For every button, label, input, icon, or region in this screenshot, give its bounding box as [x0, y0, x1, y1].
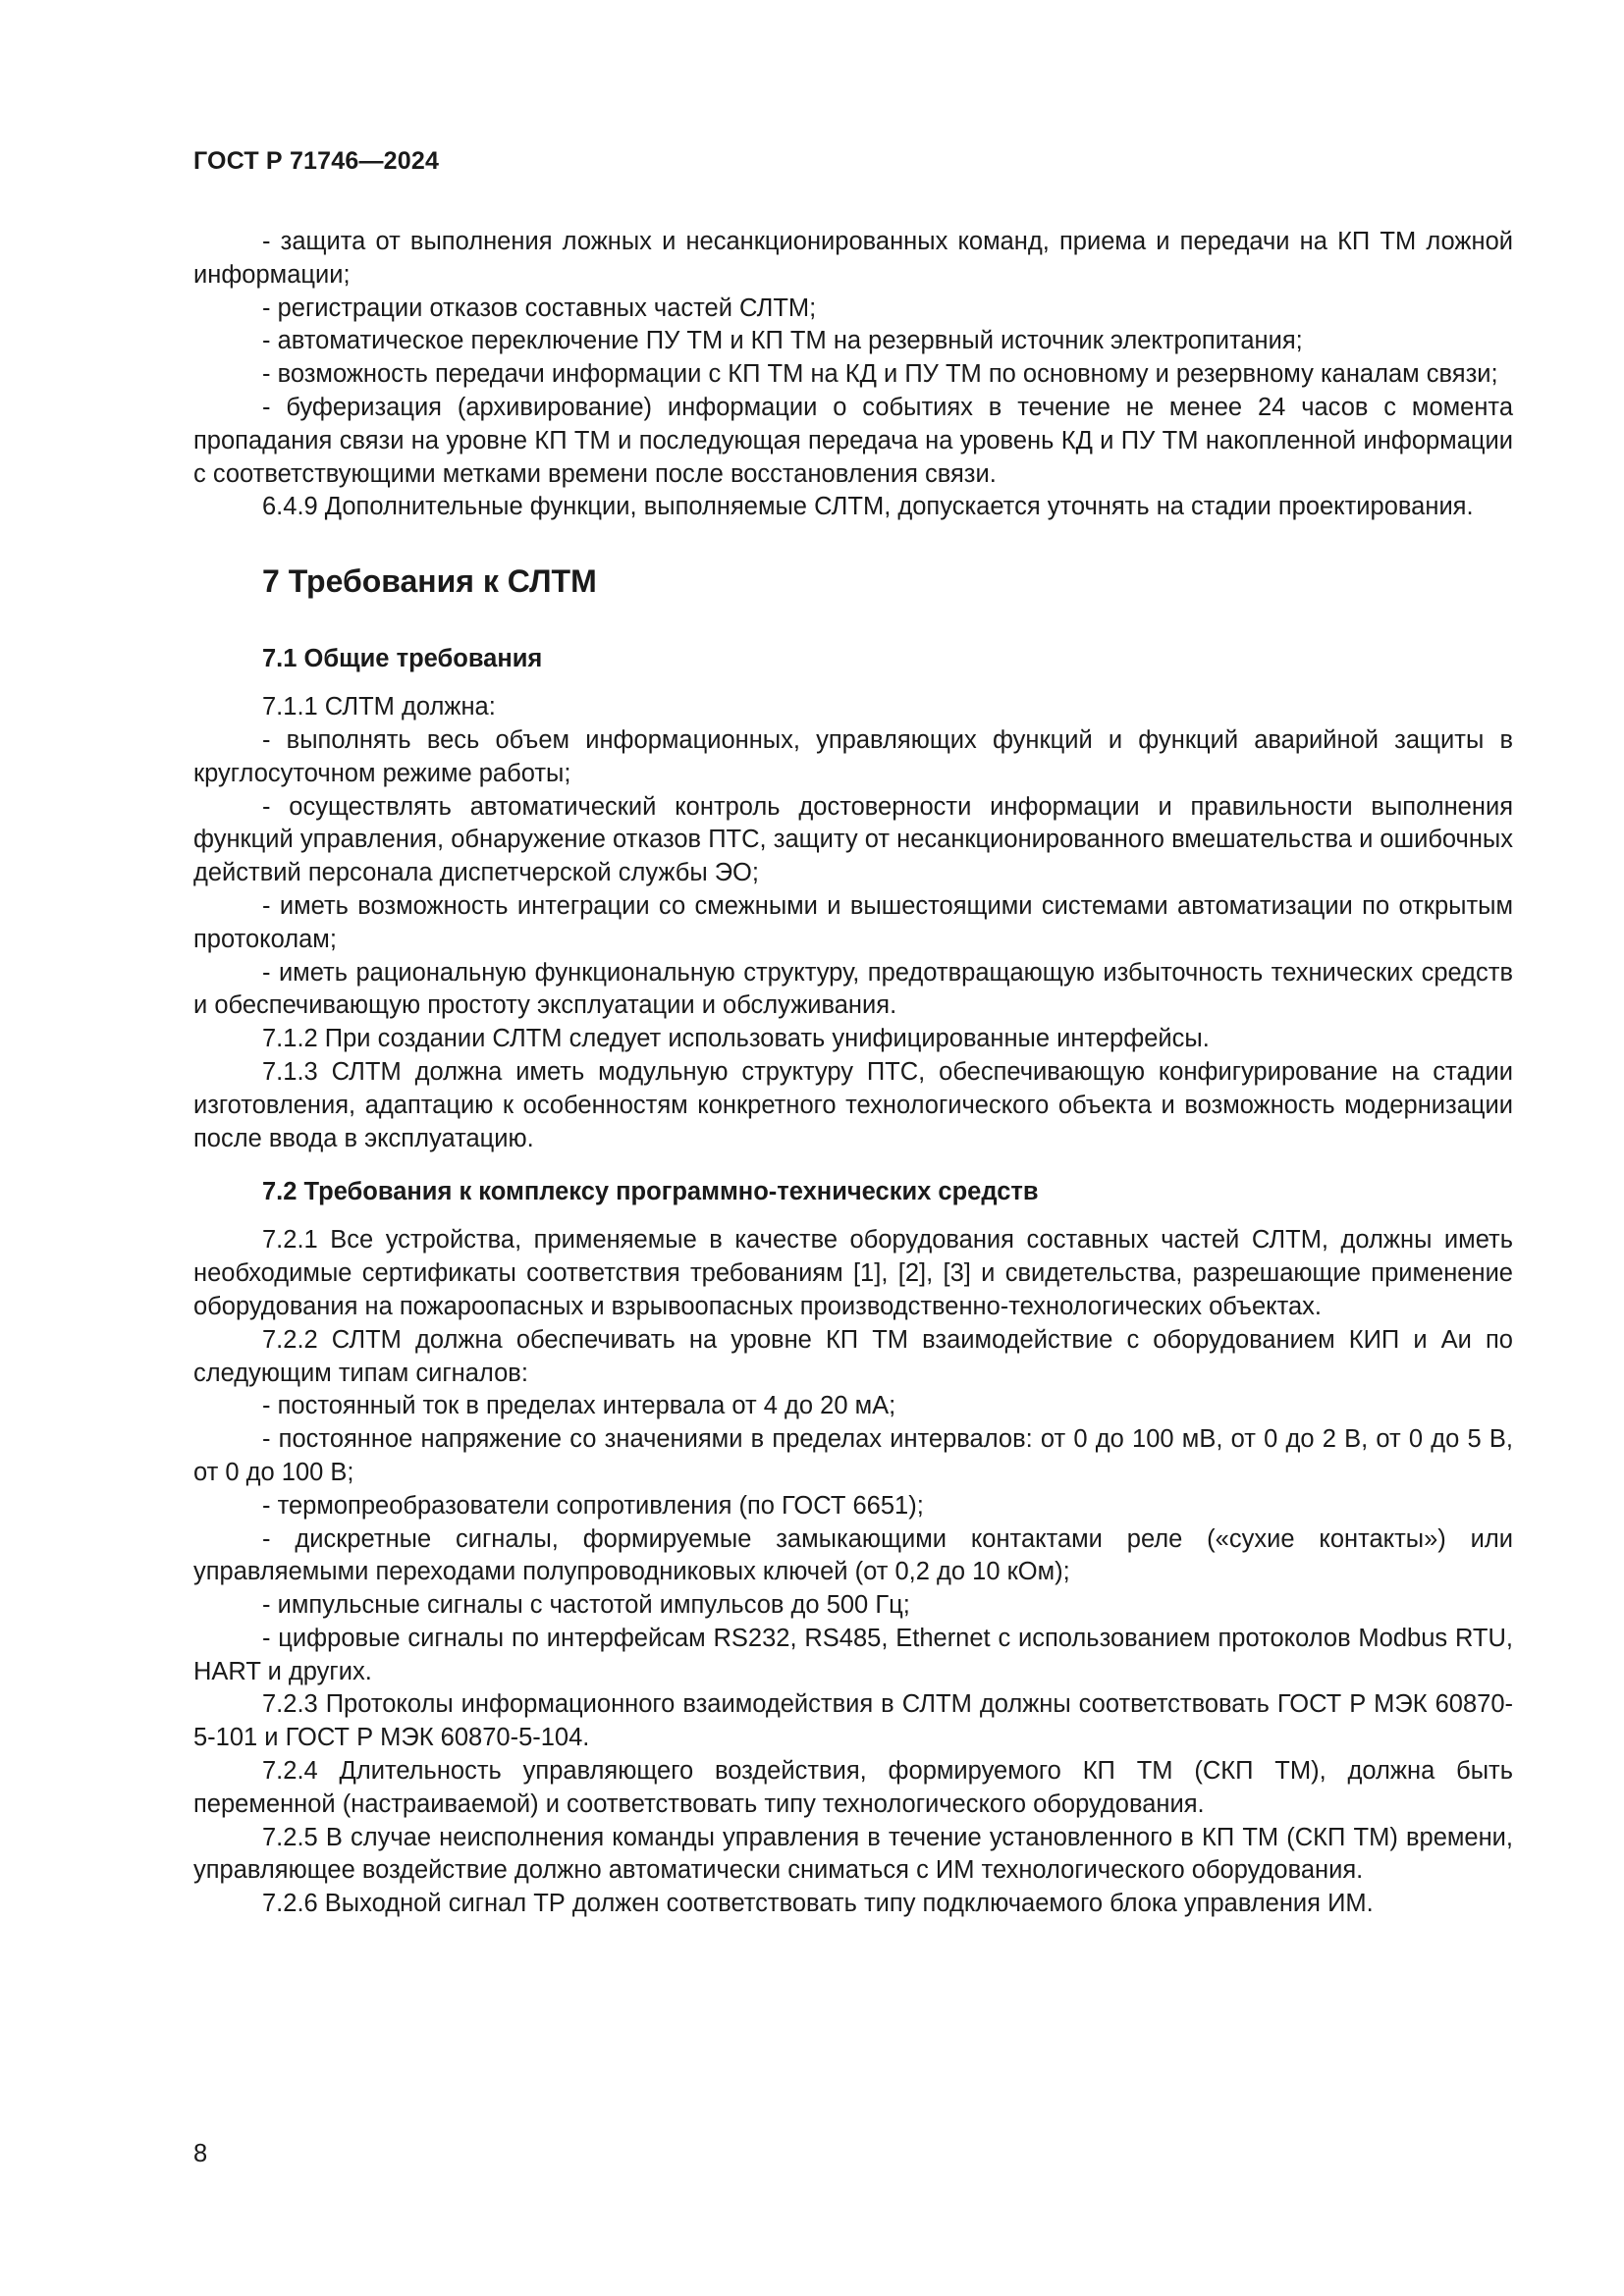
clause-7-1-3: 7.1.3 СЛТМ должна иметь модульную структуру ПТС, обеспечивающую конфигурирование на стадии изготовления, адаптацию к особенностям конкретного технологического объекта и возможность модернизации после ввода в эксплуатацию. [193, 1057, 1513, 1152]
page-number: 8 [193, 2140, 208, 2167]
list-item: - постоянный ток в пределах интервала от 4 до 20 мА; [262, 1392, 896, 1420]
list-item: - буферизация (архивирование) информации о событиях в течение не менее 24 часов с момента пропадания связи на уровне КП ТМ и последующая передача на уровень КД и ПУ ТМ накопленной информации с соответствующими метками времени после восстановления связи. [193, 393, 1513, 488]
clause-7-2-2: 7.2.2 СЛТМ должна обеспечивать на уровне КП ТМ взаимодействие с оборудованием КИП и Аи по следующим типам сигналов: [193, 1325, 1513, 1387]
intro-block [193, 226, 1513, 524]
list-item: - выполнять весь объем информационных, управляющих функций и функций аварийной защиты в круглосуточном режиме работы; [193, 725, 1513, 787]
list-item: - иметь возможность интеграции со смежными и вышестоящими системами автоматизации по открытым протоколам; [193, 891, 1513, 953]
subsection-7-2-body [193, 1224, 1513, 1921]
clause-6-4-9: 6.4.9 Дополнительные функции, выполняемые СЛТМ, допускается уточнять на стадии проектирования. [262, 493, 1474, 521]
list-item: - импульсные сигналы с частотой импульсов до 500 Гц; [262, 1591, 910, 1620]
clause-7-2-3: 7.2.3 Протоколы информационного взаимодействия в СЛТМ должны соответствовать ГОСТ Р МЭК 60870-5-101 и ГОСТ Р МЭК 60870-5-104. [193, 1690, 1513, 1752]
subsection-7-1-body [193, 691, 1513, 1155]
list-item: - регистрации отказов составных частей СЛТМ; [262, 294, 817, 322]
clause-7-1-1: 7.1.1 СЛТМ должна: [262, 693, 496, 721]
subsection-7-1-title: 7.1 Общие требования [262, 645, 543, 673]
clause-7-2-6: 7.2.6 Выходной сигнал ТР должен соответствовать типу подключаемого блока управления ИМ. [262, 1890, 1374, 1918]
list-item: - термопреобразователи сопротивления (по ГОСТ 6651); [262, 1491, 924, 1520]
clause-7-2-4: 7.2.4 Длительность управляющего воздействия, формируемого КП ТМ (СКП ТМ), должна быть переменной (настраиваемой) и соответствовать типу технологического оборудования. [193, 1757, 1513, 1818]
list-item: - защита от выполнения ложных и несанкционированных команд, приема и передачи на КП ТМ ложной информации; [193, 228, 1513, 289]
clause-7-1-2: 7.1.2 При создании СЛТМ следует использовать унифицированные интерфейсы. [262, 1025, 1210, 1053]
list-item: - цифровые сигналы по интерфейсам RS232, RS485, Ethernet с использованием протоколов Modbus RTU, HART и других. [193, 1624, 1513, 1685]
list-item: - постоянное напряжение со значениями в пределах интервалов: от 0 до 100 мВ, от 0 до 2 В, от 0 до 5 В, от 0 до 100 В; [193, 1425, 1513, 1486]
clause-7-2-1: 7.2.1 Все устройства, применяемые в качестве оборудования составных частей СЛТМ, должны иметь необходимые сертификаты соответствия требованиям [1], [2], [3] и свидетельства, разрешающие применение оборудования на пожароопасных и взрывоопасных производственно-технологических объектах. [193, 1226, 1513, 1320]
clause-7-2-5: 7.2.5 В случае неисполнения команды управления в течение установленного в КП ТМ (СКП ТМ) времени, управляющее воздействие должно автоматически сниматься с ИМ технологического оборудования. [193, 1823, 1513, 1885]
list-item: - дискретные сигналы, формируемые замыкающими контактами реле («сухие контакты») или управляемыми переходами полупроводниковых ключей (от 0,2 до 10 кОм); [193, 1524, 1513, 1586]
list-item: - автоматическое переключение ПУ ТМ и КП ТМ на резервный источник электропитания; [262, 327, 1303, 355]
subsection-7-2-title: 7.2 Требования к комплексу программно-технических средств [262, 1178, 1039, 1206]
document-header: ГОСТ Р 71746—2024 [193, 147, 440, 175]
section-7-title: 7 Требования к СЛТМ [262, 563, 597, 600]
document-body [193, 226, 1513, 1921]
list-item: - возможность передачи информации с КП ТМ на КД и ПУ ТМ по основному и резервному каналам связи; [262, 360, 1498, 389]
list-item: - осуществлять автоматический контроль достоверности информации и правильности выполнения функций управления, обнаружение отказов ПТС, защиту от несанкционированного вмешательства и ошибочных действий персонала диспетчерской службы ЭО; [193, 792, 1513, 887]
list-item: - иметь рациональную функциональную структуру, предотвращающую избыточность технических средств и обеспечивающую простоту эксплуатации и обслуживания. [193, 958, 1513, 1020]
